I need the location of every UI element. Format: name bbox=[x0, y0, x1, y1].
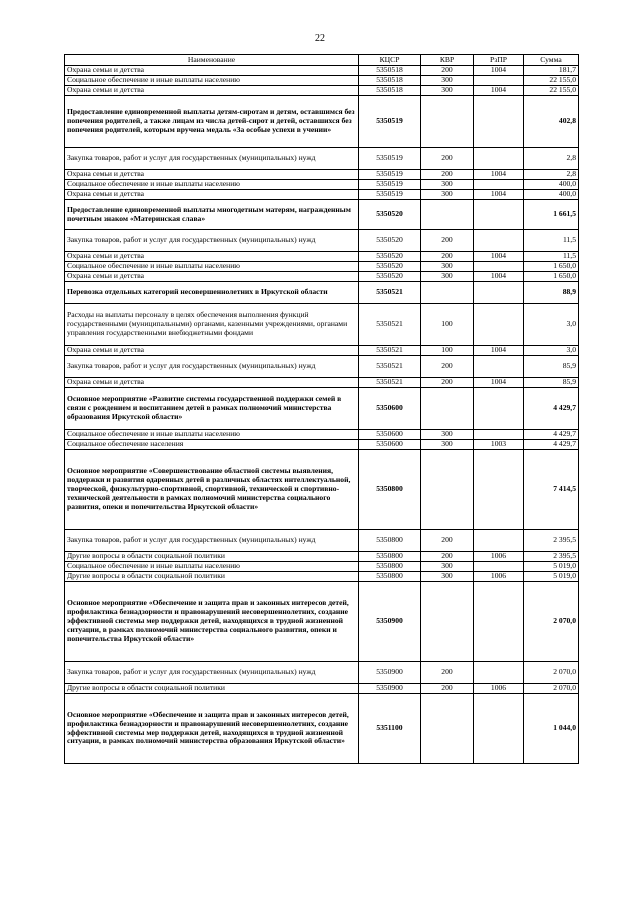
row-kcsr: 5350600 bbox=[359, 430, 421, 440]
row-sum: 88,9 bbox=[524, 282, 579, 304]
row-kcsr: 5350519 bbox=[359, 170, 421, 180]
row-sum: 400,0 bbox=[524, 180, 579, 190]
row-name: Охрана семьи и детства bbox=[65, 272, 359, 282]
page-number: 22 bbox=[315, 33, 325, 44]
table-row bbox=[65, 440, 579, 450]
row-name: Социальное обеспечение населения bbox=[65, 440, 359, 450]
row-kcsr: 5350800 bbox=[359, 562, 421, 572]
row-rzpr bbox=[474, 356, 524, 378]
table-row bbox=[65, 582, 579, 662]
row-kvr: 200 bbox=[421, 662, 474, 684]
row-name: Предоставление единовременной выплаты многодетным матерям, награжденным почетным знаком «Материнская слава» bbox=[65, 200, 359, 230]
row-sum: 3,0 bbox=[524, 304, 579, 346]
row-name: Расходы на выплаты персоналу в целях обеспечения выполнения функций государственными (муниципальными) органами, казенными учреждениями, органами управления государственными внебюджетными фондами bbox=[65, 304, 359, 346]
table-row bbox=[65, 170, 579, 180]
row-name: Закупка товаров, работ и услуг для государственных (муниципальных) нужд bbox=[65, 662, 359, 684]
row-kcsr: 5350519 bbox=[359, 148, 421, 170]
row-rzpr: 1004 bbox=[474, 272, 524, 282]
row-sum: 4 429,7 bbox=[524, 430, 579, 440]
table-row bbox=[65, 552, 579, 562]
row-kcsr: 5350519 bbox=[359, 96, 421, 148]
column-header-kvr: КВР bbox=[421, 55, 474, 66]
row-kvr: 300 bbox=[421, 190, 474, 200]
row-rzpr: 1006 bbox=[474, 684, 524, 694]
table-row bbox=[65, 76, 579, 86]
row-name: Закупка товаров, работ и услуг для государственных (муниципальных) нужд bbox=[65, 230, 359, 252]
row-kcsr: 5350521 bbox=[359, 378, 421, 388]
row-sum: 2 070,0 bbox=[524, 662, 579, 684]
row-rzpr: 1006 bbox=[474, 572, 524, 582]
table-row bbox=[65, 450, 579, 530]
row-name: Другие вопросы в области социальной политики bbox=[65, 684, 359, 694]
row-kcsr: 5351100 bbox=[359, 694, 421, 764]
table-row bbox=[65, 694, 579, 764]
table-row bbox=[65, 304, 579, 346]
row-kvr: 300 bbox=[421, 562, 474, 572]
row-sum: 5 019,0 bbox=[524, 562, 579, 572]
table-row bbox=[65, 262, 579, 272]
row-kcsr: 5350600 bbox=[359, 440, 421, 450]
row-kcsr: 5350521 bbox=[359, 304, 421, 346]
row-rzpr bbox=[474, 148, 524, 170]
row-name: Закупка товаров, работ и услуг для государственных (муниципальных) нужд bbox=[65, 148, 359, 170]
row-kvr: 200 bbox=[421, 552, 474, 562]
row-name: Охрана семьи и детства bbox=[65, 86, 359, 96]
row-rzpr: 1004 bbox=[474, 170, 524, 180]
table-row bbox=[65, 684, 579, 694]
row-kvr: 300 bbox=[421, 440, 474, 450]
row-sum: 4 429,7 bbox=[524, 388, 579, 430]
row-rzpr: 1004 bbox=[474, 252, 524, 262]
row-rzpr: 1004 bbox=[474, 346, 524, 356]
table-row bbox=[65, 346, 579, 356]
budget-table bbox=[64, 54, 579, 764]
row-kvr bbox=[421, 200, 474, 230]
row-sum: 1 650,0 bbox=[524, 272, 579, 282]
row-sum: 85,9 bbox=[524, 356, 579, 378]
table-row bbox=[65, 388, 579, 430]
row-kvr bbox=[421, 282, 474, 304]
row-rzpr: 1004 bbox=[474, 66, 524, 76]
row-name: Охрана семьи и детства bbox=[65, 170, 359, 180]
row-rzpr: 1004 bbox=[474, 378, 524, 388]
table-row bbox=[65, 190, 579, 200]
row-kcsr: 5350521 bbox=[359, 346, 421, 356]
row-kvr: 300 bbox=[421, 86, 474, 96]
row-sum: 402,8 bbox=[524, 96, 579, 148]
row-kcsr: 5350900 bbox=[359, 582, 421, 662]
table-body bbox=[65, 66, 579, 764]
table-row bbox=[65, 272, 579, 282]
row-name: Закупка товаров, работ и услуг для государственных (муниципальных) нужд bbox=[65, 530, 359, 552]
row-rzpr bbox=[474, 694, 524, 764]
row-rzpr bbox=[474, 530, 524, 552]
row-sum: 4 429,7 bbox=[524, 440, 579, 450]
row-kcsr: 5350518 bbox=[359, 76, 421, 86]
row-kvr: 200 bbox=[421, 356, 474, 378]
row-kcsr: 5350521 bbox=[359, 356, 421, 378]
row-sum: 11,5 bbox=[524, 252, 579, 262]
row-kvr: 200 bbox=[421, 230, 474, 252]
row-rzpr bbox=[474, 180, 524, 190]
row-sum: 22 155,0 bbox=[524, 76, 579, 86]
row-sum: 2,8 bbox=[524, 170, 579, 180]
row-kcsr: 5350520 bbox=[359, 272, 421, 282]
column-header-sum: Сумма bbox=[524, 55, 579, 66]
row-kvr: 200 bbox=[421, 530, 474, 552]
row-sum: 2 395,5 bbox=[524, 530, 579, 552]
table-row bbox=[65, 252, 579, 262]
row-sum: 1 661,5 bbox=[524, 200, 579, 230]
row-kcsr: 5350520 bbox=[359, 230, 421, 252]
row-sum: 5 019,0 bbox=[524, 572, 579, 582]
table-row bbox=[65, 282, 579, 304]
row-kvr: 300 bbox=[421, 180, 474, 190]
row-name: Охрана семьи и детства bbox=[65, 252, 359, 262]
row-sum: 2,8 bbox=[524, 148, 579, 170]
row-kvr bbox=[421, 388, 474, 430]
row-rzpr bbox=[474, 96, 524, 148]
row-rzpr: 1006 bbox=[474, 552, 524, 562]
row-rzpr bbox=[474, 76, 524, 86]
row-kcsr: 5350519 bbox=[359, 190, 421, 200]
row-rzpr: 1004 bbox=[474, 190, 524, 200]
row-sum: 85,9 bbox=[524, 378, 579, 388]
row-rzpr bbox=[474, 430, 524, 440]
row-kcsr: 5350520 bbox=[359, 262, 421, 272]
row-name: Основное мероприятие «Развитие системы государственной поддержки семей в связи с рождением и воспитанием детей в рамках полномочий министерства образования Иркутской области» bbox=[65, 388, 359, 430]
row-name: Социальное обеспечение и иные выплаты населению bbox=[65, 76, 359, 86]
row-name: Охрана семьи и детства bbox=[65, 66, 359, 76]
row-name: Социальное обеспечение и иные выплаты населению bbox=[65, 562, 359, 572]
row-rzpr bbox=[474, 662, 524, 684]
row-name: Основное мероприятие «Обеспечение и защита прав и законных интересов детей, профилактика безнадзорности и правонарушений несовершеннолетних, создание эффективной системы мер поддержки детей, находящихся в трудной жизненной ситуации, в рамках полномочий министерства образования Иркутской области» bbox=[65, 694, 359, 764]
row-name: Основное мероприятие «Обеспечение и защита прав и законных интересов детей, профилактика безнадзорности и правонарушений несовершеннолетних, создание эффективной системы мер поддержки детей, находящихся в трудной жизненной ситуации, в рамках полномочий министерства социального развития, опеки и попечительства Иркутской области» bbox=[65, 582, 359, 662]
row-kcsr: 5350521 bbox=[359, 282, 421, 304]
row-kcsr: 5350800 bbox=[359, 450, 421, 530]
table-row bbox=[65, 230, 579, 252]
row-kvr bbox=[421, 694, 474, 764]
row-rzpr bbox=[474, 562, 524, 572]
row-rzpr bbox=[474, 262, 524, 272]
row-rzpr: 1003 bbox=[474, 440, 524, 450]
row-name: Основное мероприятие «Совершенствование областной системы выявления, поддержки и развития одаренных детей в различных областях интеллектуальной, творческой, физкультурно-спортивной, спортивной, технической и спортивно-технической деятельности в рамках полномочий министерства социального развития, опеки и попечительства Иркутской области» bbox=[65, 450, 359, 530]
table-row bbox=[65, 86, 579, 96]
column-header-rzpr: РзПР bbox=[474, 55, 524, 66]
row-kvr: 200 bbox=[421, 66, 474, 76]
table-row bbox=[65, 356, 579, 378]
row-kcsr: 5350800 bbox=[359, 530, 421, 552]
table-header-row bbox=[65, 55, 579, 66]
row-kvr: 200 bbox=[421, 170, 474, 180]
table-row bbox=[65, 180, 579, 190]
row-sum: 7 414,5 bbox=[524, 450, 579, 530]
row-rzpr: 1004 bbox=[474, 86, 524, 96]
row-sum: 2 070,0 bbox=[524, 684, 579, 694]
row-rzpr bbox=[474, 230, 524, 252]
row-name: Другие вопросы в области социальной политики bbox=[65, 572, 359, 582]
row-kcsr: 5350600 bbox=[359, 388, 421, 430]
row-kcsr: 5350518 bbox=[359, 86, 421, 96]
table-row bbox=[65, 378, 579, 388]
row-kvr bbox=[421, 582, 474, 662]
row-sum: 2 395,5 bbox=[524, 552, 579, 562]
row-name: Охрана семьи и детства bbox=[65, 190, 359, 200]
table-row bbox=[65, 662, 579, 684]
row-kcsr: 5350800 bbox=[359, 552, 421, 562]
row-kcsr: 5350520 bbox=[359, 252, 421, 262]
row-name: Социальное обеспечение и иные выплаты населению bbox=[65, 180, 359, 190]
row-rzpr bbox=[474, 200, 524, 230]
row-kvr: 100 bbox=[421, 346, 474, 356]
row-sum: 3,0 bbox=[524, 346, 579, 356]
row-rzpr bbox=[474, 282, 524, 304]
table-row bbox=[65, 66, 579, 76]
table-row bbox=[65, 96, 579, 148]
table-row bbox=[65, 562, 579, 572]
row-kvr: 100 bbox=[421, 304, 474, 346]
row-kcsr: 5350900 bbox=[359, 662, 421, 684]
row-kvr: 300 bbox=[421, 272, 474, 282]
row-kcsr: 5350800 bbox=[359, 572, 421, 582]
row-sum: 1 044,0 bbox=[524, 694, 579, 764]
row-rzpr bbox=[474, 304, 524, 346]
table-row bbox=[65, 572, 579, 582]
row-rzpr bbox=[474, 582, 524, 662]
row-rzpr bbox=[474, 450, 524, 530]
row-kvr: 300 bbox=[421, 430, 474, 440]
row-name: Социальное обеспечение и иные выплаты населению bbox=[65, 430, 359, 440]
table-row bbox=[65, 430, 579, 440]
row-sum: 181,7 bbox=[524, 66, 579, 76]
row-sum: 11,5 bbox=[524, 230, 579, 252]
table-row bbox=[65, 148, 579, 170]
row-kvr: 300 bbox=[421, 572, 474, 582]
column-header-kcsr: КЦСР bbox=[359, 55, 421, 66]
row-name: Социальное обеспечение и иные выплаты населению bbox=[65, 262, 359, 272]
row-sum: 400,0 bbox=[524, 190, 579, 200]
row-kvr: 200 bbox=[421, 684, 474, 694]
column-header-name: Наименование bbox=[65, 55, 359, 66]
row-name: Перевозка отдельных категорий несовершеннолетних в Иркутской области bbox=[65, 282, 359, 304]
row-kcsr: 5350900 bbox=[359, 684, 421, 694]
row-kvr: 300 bbox=[421, 76, 474, 86]
row-kvr bbox=[421, 96, 474, 148]
row-kvr bbox=[421, 450, 474, 530]
table-row bbox=[65, 200, 579, 230]
row-kcsr: 5350518 bbox=[359, 66, 421, 76]
row-kvr: 200 bbox=[421, 252, 474, 262]
row-sum: 1 650,0 bbox=[524, 262, 579, 272]
row-kvr: 200 bbox=[421, 148, 474, 170]
row-name: Закупка товаров, работ и услуг для государственных (муниципальных) нужд bbox=[65, 356, 359, 378]
row-name: Охрана семьи и детства bbox=[65, 378, 359, 388]
row-kvr: 300 bbox=[421, 262, 474, 272]
row-rzpr bbox=[474, 388, 524, 430]
row-sum: 2 070,0 bbox=[524, 582, 579, 662]
row-kvr: 200 bbox=[421, 378, 474, 388]
row-name: Другие вопросы в области социальной политики bbox=[65, 552, 359, 562]
table-row bbox=[65, 530, 579, 552]
row-name: Предоставление единовременной выплаты детям-сиротам и детям, оставшимся без попечения родителей, а также лицам из числа детей-сирот и детей, оставшихся без попечения родителей, которым вручена медаль «За особые успехи в учении» bbox=[65, 96, 359, 148]
row-name: Охрана семьи и детства bbox=[65, 346, 359, 356]
row-sum: 22 155,0 bbox=[524, 86, 579, 96]
row-kcsr: 5350519 bbox=[359, 180, 421, 190]
row-kcsr: 5350520 bbox=[359, 200, 421, 230]
